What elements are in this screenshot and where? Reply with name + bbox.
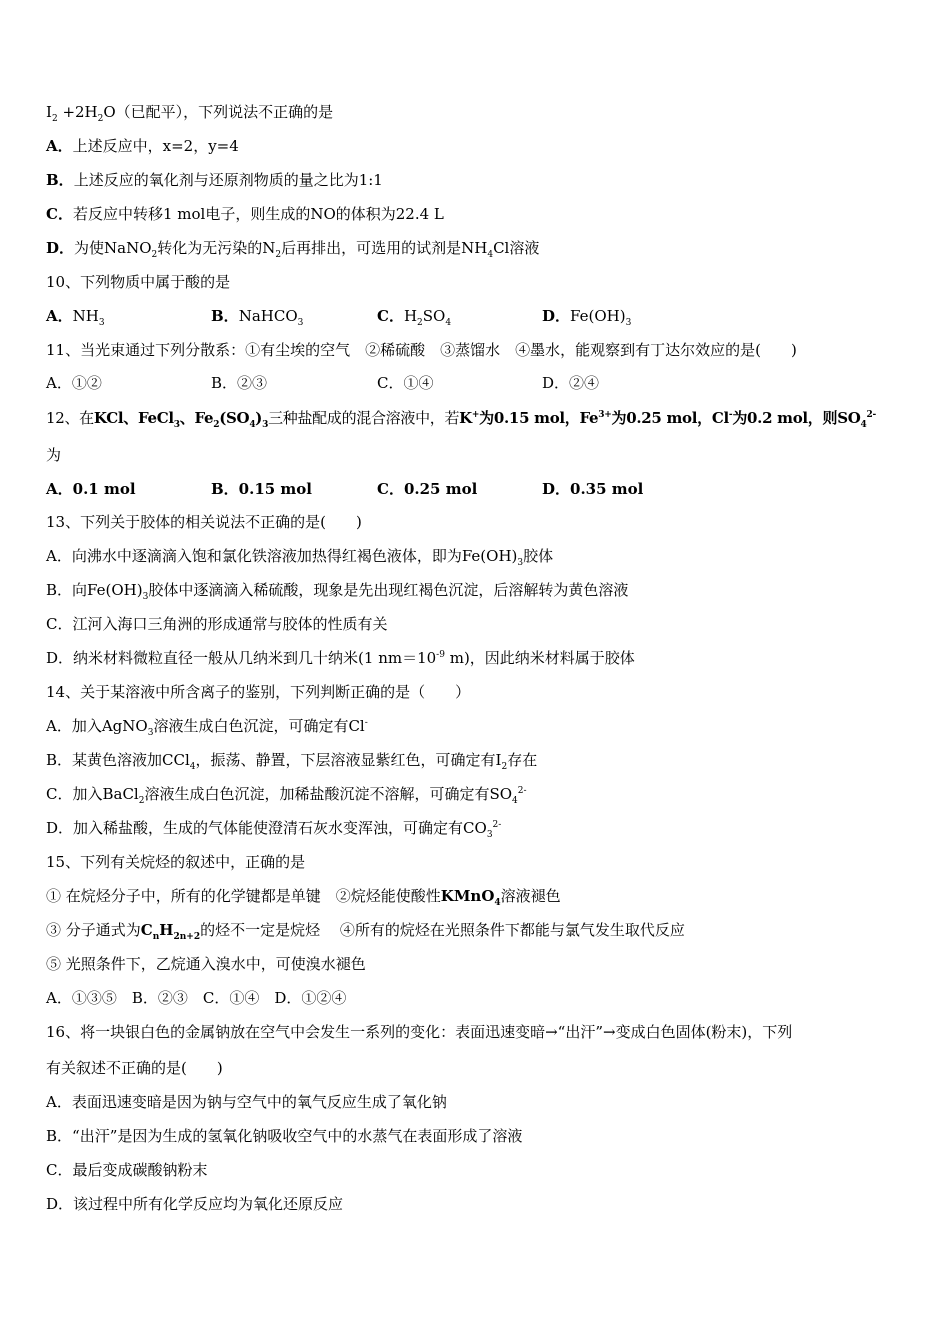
q14-option-a: A．加入AgNO$_3$溶液生成白色沉淀，可确定有Cl-	[46, 717, 368, 738]
q16-option-b: B．“出汗”是因为生成的氢氧化钠吸收空气中的水蒸气在表面形成了溶液	[46, 1127, 523, 1145]
q14-option-d: D．加入稀盐酸，生成的气体能使澄清石灰水变浑浊，可确定有$CO_3^{2-}$	[46, 819, 502, 840]
option-a: A．上述反应中，x=2，y=4	[46, 137, 239, 155]
q10-option-a: A．$NH_3$	[46, 307, 105, 328]
q13-option-b: B．向$Fe(OH)_3$胶体中逐滴滴入稀硫酸，现象是先出现红褐色沉淀，后溶解转为黄色溶液	[46, 581, 629, 602]
q13-option-c: C．江河入海口三角洲的形成通常与胶体的性质有关	[46, 615, 388, 633]
question-14-stem: 14、关于某溶液中所含离子的鉴别，下列判断正确的是（ ）	[46, 683, 471, 701]
q11-option-b: B．②③	[211, 374, 268, 392]
question-12-stem-continued: 为	[46, 446, 62, 464]
question-10-stem: 10、下列物质中属于酸的是	[46, 273, 231, 291]
q16-option-c: C．最后变成碳酸钠粉末	[46, 1161, 208, 1179]
q15-statement-5: ⑤ 光照条件下，乙烷通入溴水中，可使溴水褪色	[46, 955, 366, 973]
q11-option-c: C．①④	[377, 374, 434, 392]
q10-option-b: B．NaHCO$_3$	[211, 307, 304, 328]
q16-option-a: A．表面迅速变暗是因为钠与空气中的氧气反应生成了氧化钠	[46, 1093, 447, 1111]
q13-option-d: D．纳米材料微粒直径一般从几纳米到几十纳米(1 $nm=10^{-9}$ m)，因此纳米材料属于胶体	[46, 649, 635, 667]
question-16-stem-continued: 有关叙述不正确的是( )	[46, 1059, 223, 1077]
question-15-stem: 15、下列有关烷烃的叙述中，正确的是	[46, 853, 306, 871]
q11-option-a: A．①②	[46, 374, 102, 392]
q10-option-c: C．$H_2SO_4$	[377, 307, 452, 328]
q12-option-c: C．0.25 mol	[377, 480, 478, 498]
q14-option-c: C．加入BaCl$_2$溶液生成白色沉淀，加稀盐酸沉淀不溶解，可确定有$SO_4^{2-}$	[46, 785, 527, 806]
option-c: C．若反应中转移1 mol电子，则生成的NO的体积为22.4 L	[46, 205, 444, 223]
option-d: D．为使NaNO$_2$转化为无污染的$N_2$后再排出，可选用的试剂是$NH_4Cl$溶液	[46, 239, 540, 260]
q15-statement-1-2: ① 在烷烃分子中，所有的化学键都是单键 ②烷烃能使酸性KMnO$_4$溶液褪色	[46, 887, 561, 908]
question-13-stem: 13、下列关于胶体的相关说法不正确的是( )	[46, 513, 362, 531]
option-b: B．上述反应的氧化剂与还原剂物质的量之比为1:1	[46, 171, 383, 189]
q10-option-d: D．$Fe(OH)_3$	[542, 307, 632, 328]
q12-option-d: D．0.35 mol	[542, 480, 644, 498]
q15-options: A．①③⑤ B．②③ C．①④ D．①②④	[46, 989, 347, 1007]
question-16-stem: 16、将一块银白色的金属钠放在空气中会发生一系列的变化：表面迅速变暗→“出汗”→变成白色固体(粉末)，下列	[46, 1023, 793, 1041]
q12-option-a: A．0.1 mol	[46, 480, 136, 498]
q16-option-d: D．该过程中所有化学反应均为氧化还原反应	[46, 1195, 344, 1213]
q13-option-a: A．向沸水中逐滴滴入饱和氯化铁溶液加热得红褐色液体，即为$Fe(OH)_3$胶体	[46, 547, 554, 568]
q15-statement-3-4: ③ 分子通式为$C_nH_{2n+2}$的烃不一定是烷烃 ④所有的烷烃在光照条件下都能与氯气发生取代反应	[46, 921, 685, 942]
continued-question-stem: $I_2 +2H_2O$（已配平），下列说法不正确的是	[46, 103, 334, 124]
q12-option-b: B．0.15 mol	[211, 480, 313, 498]
question-11-stem: 11、当光束通过下列分散系：①有尘埃的空气 ②稀硫酸 ③蒸馏水 ④墨水，能观察到有丁达尔效应的是( )	[46, 341, 797, 359]
question-12-stem: 12、在KCl、FeCl$_3$、$Fe_2(SO_4)_3$三种盐配成的混合溶液中，若K+为0.15 mol，$Fe^{3+}$为0.25 mol，Cl-为0.2 mol，则$SO_4^{2-}$	[46, 409, 876, 430]
q11-option-d: D．②④	[542, 374, 600, 392]
q14-option-b: B．某黄色溶液加CCl$_4$，振荡、静置，下层溶液显紫红色，可确定有$I_2$存在	[46, 751, 538, 772]
